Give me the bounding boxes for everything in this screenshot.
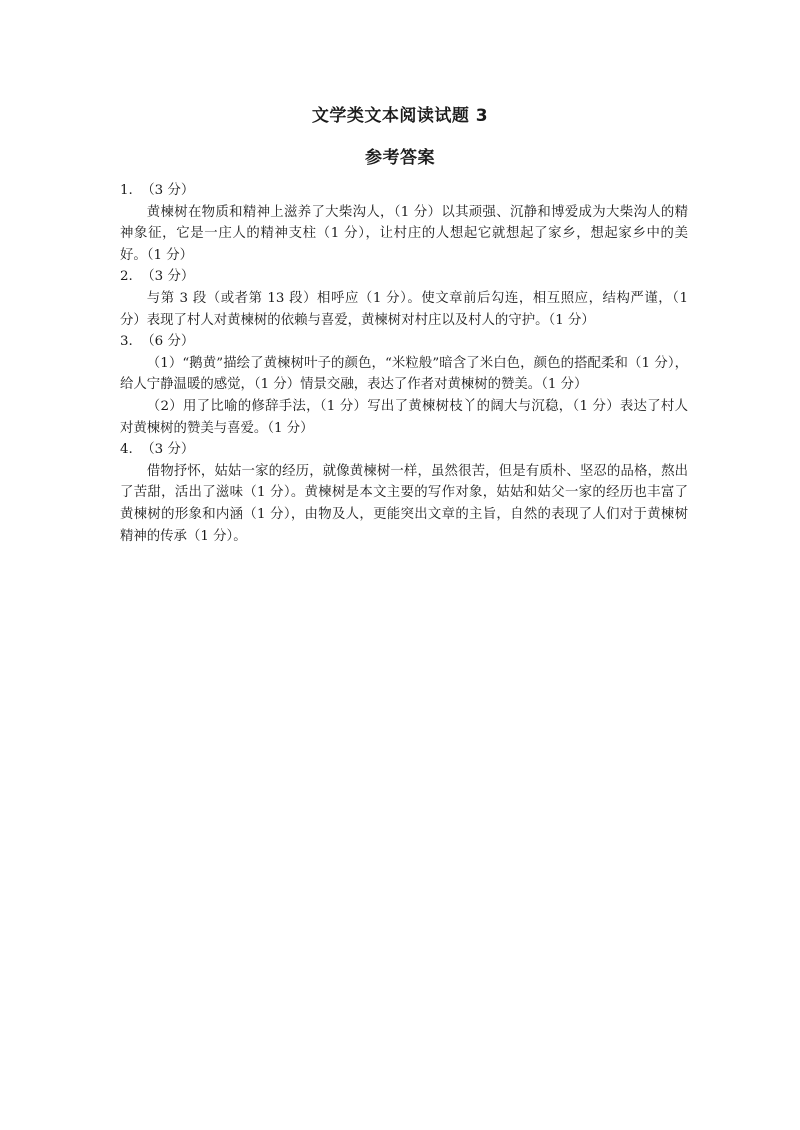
answer-item-1 <box>120 180 688 266</box>
answer-item-2 <box>120 266 688 331</box>
answer-item-4 <box>120 439 688 547</box>
answer-item-3 <box>120 331 688 439</box>
answer-number: 1. （3 分） <box>120 183 195 198</box>
document-subtitle: 参考答案 <box>365 148 435 168</box>
answer-paragraph: 黄楝树在物质和精神上滋养了大柴沟人，（1 分）以其顽强、沉静和博爱成为大柴沟人的精神象征，它是一庄人的精神支柱（1 分），让村庄的人想起它就想起了家乡，想起家乡中的美好。（1 分） <box>120 204 688 263</box>
answer-number: 2. （3 分） <box>120 269 195 285</box>
document-title: 文学类文本阅读试题 3 <box>311 106 489 126</box>
answer-list <box>120 180 688 547</box>
answer-paragraph: （2）用了比喻的修辞手法，（1 分）写出了黄楝树枝丫的阔大与沉稳，（1 分）表达了村人对黄楝树的赞美与喜爱。（1 分） <box>120 398 688 436</box>
answer-paragraph: （1）“鹅黄”描绘了黄楝树叶子的颜色，“米粒般”暗含了米白色，颜色的搭配柔和（1 分），给人宁静温暖的感觉，（1 分）情景交融，表达了作者对黄楝树的赞美。（1 分） <box>120 355 688 393</box>
answer-number: 4. （3 分） <box>120 442 195 458</box>
answer-paragraph: 与第 3 段（或者第 13 段）相呼应（1 分）。使文章前后勾连，相互照应，结构严谨，（1 分）表现了村人对黄楝树的依赖与喜爱，黄楝树对村庄以及村人的守护。（1 分） <box>120 290 688 328</box>
answer-number: 3. （6 分） <box>120 334 195 350</box>
answer-paragraph: 借物抒怀，姑姑一家的经历，就像黄楝树一样，虽然很苦，但是有质朴、坚忍的品格，熬出了苦甜，活出了滋味（1 分）。黄楝树是本文主要的写作对象，姑姑和姑父一家的经历也丰富了黄楝树的形象和内涵（1 分），由物及人，更能突出文章的主旨，自然的表现了人们对于黄楝树精神的传承（1 分）。 <box>120 463 688 544</box>
